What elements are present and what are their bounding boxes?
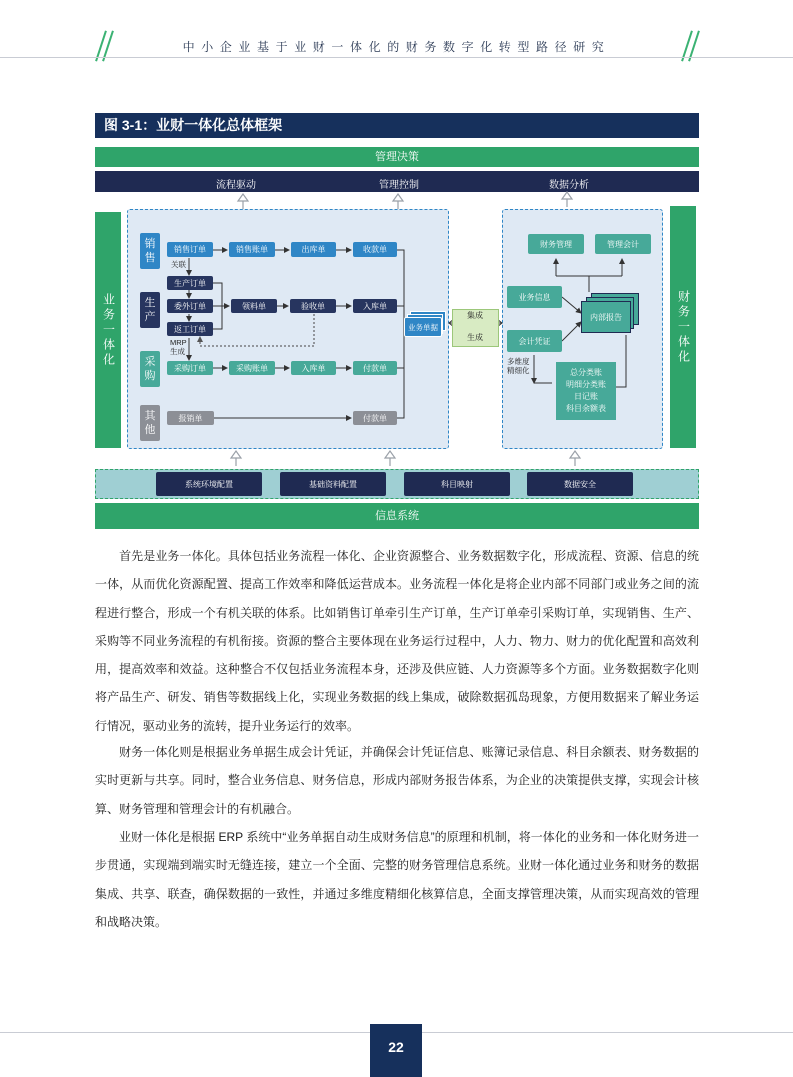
box-delivery-note: 出库单 — [291, 242, 336, 257]
box-financial-management: 财务管理 — [528, 234, 584, 254]
box-material-requisition: 领料单 — [231, 299, 277, 313]
box-warehouse-receipt-purchase: 入库单 — [291, 361, 336, 375]
label-mrp: MRP — [170, 338, 187, 347]
box-accounting-voucher: 会计凭证 — [507, 330, 562, 352]
label-generate-middle: 生成 — [467, 333, 483, 342]
category-production: 生产 — [140, 292, 160, 328]
paragraph-2: 财务一体化则是根据业务单据生成会计凭证，并确保会计凭证信息、账簿记录信息、科目余额表、财务数据的实时更新与共享。同时，整合业务信息、财务信息，形成内部财务报告体系，为企业的决策提供支撑，实现会计核算、财务管理和管理会计的有机融合。 — [95, 745, 699, 816]
box-acceptance-note: 验收单 — [290, 299, 336, 313]
ledger-general: 总分类账 — [570, 368, 602, 377]
paragraph-1: 首先是业务一体化。具体包括业务流程一体化、企业资源整合、业务数据数字化，形成流程、资源、信息的统一体，从而优化资源配置、提高工作效率和降低运营成本。业务流程一体化是将企业内部不同部门或业务之间的流程进行整合，形成一个有机关联的体系。比如销售订单牵引生产订单，生产订单牵引采购订单，实现销售、生产、采购等不同业务流程的有机衔接。资源的整合主要体现在业务运行过程中，人力、物力、财力的优化配置和高效利用，提高效率和效益。这种整合不仅包括业务流程本身，还涉及供应链、人力资源等多个方面。业务数据数字化则将产品生产、研发、销售等数据线上化，实现业务数据的线上集成，破除数据孤岛现象，方便用数据来了解业务运行情况，驱动业务的流转，提升业务运行的效率。 — [95, 549, 699, 733]
ledger-journal: 日记账 — [574, 392, 598, 401]
box-business-doc: 业务单据 — [404, 317, 442, 337]
box-system-env-config: 系统环境配置 — [156, 472, 262, 496]
box-receipt: 收款单 — [353, 242, 397, 257]
category-other: 其他 — [140, 405, 160, 441]
internal-report-stack — [581, 293, 641, 335]
nav-item-management-control: 管理控制 — [379, 180, 419, 191]
label-link: 关联 — [171, 260, 186, 269]
ledger-balance: 科目余额表 — [566, 404, 606, 413]
nav-item-data-analysis: 数据分析 — [549, 180, 589, 191]
box-production-order: 生产订单 — [167, 276, 213, 290]
box-expense-claim: 报销单 — [167, 411, 214, 425]
paragraph-3: 业财一体化是根据 ERP 系统中“业务单据自动生成财务信息”的原理和机制，将一体化的业务和一体化财务进一步贯通，实现端到端实时无缝连接，建立一个全面、完整的财务管理信息系统。业财一体化通过业务和财务的数据集成、共享、联查，确保数据的一致性，并通过多维度精细化核算信息，全面支撑管理决策，从而实现高效的管理和战略决策。 — [95, 830, 699, 929]
page-number: 22 — [370, 1024, 422, 1077]
box-outsourcing-order: 委外订单 — [167, 299, 213, 313]
top-bar-management-decision: 管理决策 — [95, 147, 699, 167]
side-bar-finance-integration: 财务一体化 — [670, 206, 696, 448]
box-purchase-bill: 采购账单 — [229, 361, 275, 375]
side-bar-business-integration: 业务一体化 — [95, 212, 121, 448]
running-header-title: 中小企业基于业财一体化的财务数字化转型路径研究 — [182, 40, 611, 54]
box-payment-purchase: 付款单 — [353, 361, 397, 375]
box-management-accounting: 管理会计 — [595, 234, 651, 254]
label-integrate: 集成 — [467, 311, 483, 320]
box-purchase-order: 采购订单 — [167, 361, 213, 375]
box-payment-other: 付款单 — [353, 411, 397, 425]
figure-title: 图 3-1：业财一体化总体框架 — [95, 113, 699, 138]
box-rework-order: 返工订单 — [167, 322, 213, 336]
box-data-security: 数据安全 — [527, 472, 633, 496]
business-doc-stack — [404, 311, 448, 339]
label-refinement: 精细化 — [507, 366, 530, 375]
bottom-bar-information-system: 信息系统 — [95, 503, 699, 529]
ledger-detail: 明细分类账 — [566, 380, 606, 389]
label-generate-mrp: 生成 — [170, 347, 185, 356]
box-warehouse-receipt-production: 入库单 — [353, 299, 397, 313]
box-business-info: 业务信息 — [507, 286, 562, 308]
box-internal-report: 内部报告 — [581, 301, 631, 333]
category-purchase: 采购 — [140, 351, 160, 387]
box-sales-bill: 销售账单 — [229, 242, 275, 257]
box-basic-data-config: 基础资料配置 — [280, 472, 386, 496]
box-account-mapping: 科目映射 — [404, 472, 510, 496]
category-sales: 销售 — [140, 233, 160, 269]
ledger-box — [556, 362, 616, 420]
nav-item-process-driven: 流程驱动 — [216, 180, 256, 191]
box-sales-order: 销售订单 — [167, 242, 213, 257]
label-multidimension: 多维度 — [507, 357, 530, 366]
